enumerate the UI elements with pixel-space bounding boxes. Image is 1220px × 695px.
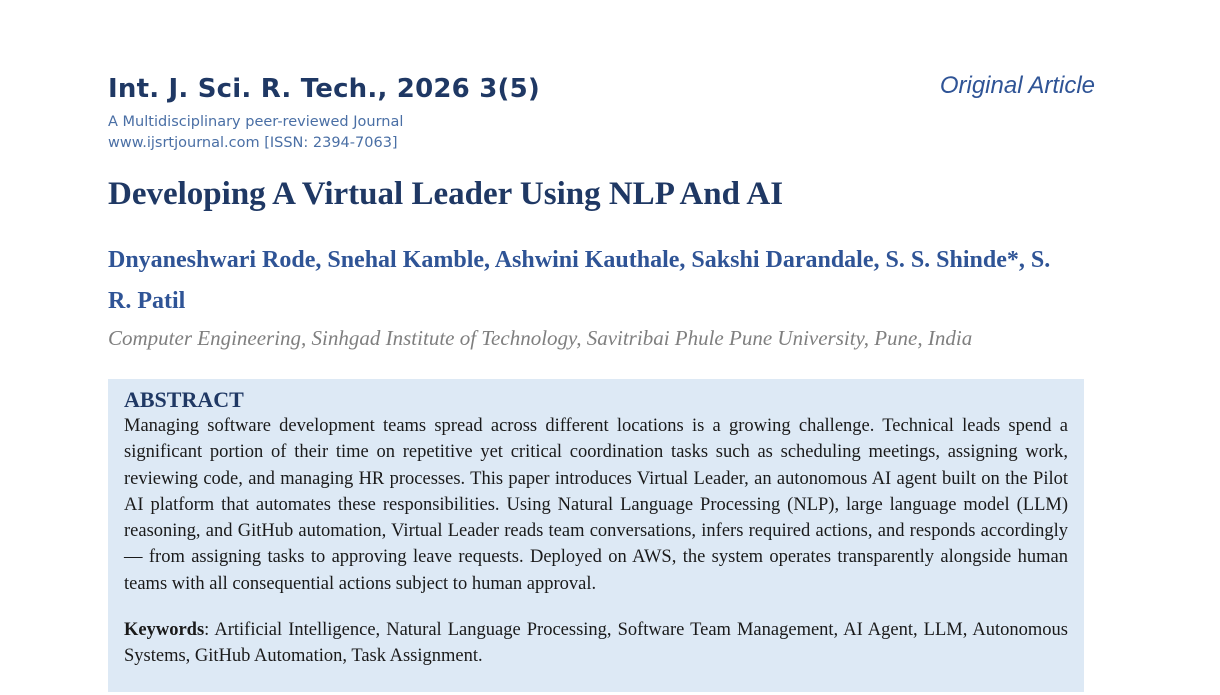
paper-title: Developing A Virtual Leader Using NLP And AI	[108, 176, 784, 212]
article-type-label: Original Article	[939, 72, 1095, 99]
journal-website: www.ijsrtjournal.com [ISSN: 2394-7063]	[108, 135, 398, 151]
keywords-text: : Artificial Intelligence, Natural Language Processing, Software Team Management, AI Agent, LLM, Autonomous Systems, GitHub Automation, Task Assignment.	[124, 620, 1068, 667]
abstract-box	[108, 379, 1084, 692]
keywords-line	[124, 617, 1068, 670]
author-list: Dnyaneshwari Rode, Snehal Kamble, Ashwini Kauthale, Sakshi Darandale, S. S. Shinde*, S. R. Patil	[108, 247, 1051, 314]
journal-title: Int. J. Sci. R. Tech., 2026 3(5)	[108, 74, 540, 104]
abstract-body: Managing software development teams spread across different locations is a growing challenge. Technical leads spend a significant portion of their time on repetitive yet critical coordination tasks such as scheduling meetings, assigning work, reviewing code, and managing HR processes. This paper introduces Virtual Leader, an autonomous AI agent built on the Pilot AI platform that automates these responsibilities. Using Natural Language Processing (NLP), large language model (LLM) reasoning, and GitHub automation, Virtual Leader reads team conversations, infers required actions, and responds accordingly — from assigning tasks to approving leave requests. Deployed on AWS, the system operates transparently alongside human teams with all consequential actions subject to human approval.	[124, 416, 1068, 594]
author-affiliation: Computer Engineering, Sinhgad Institute of Technology, Savitribai Phule Pune University, Pune, India	[108, 326, 973, 350]
journal-subtitle: A Multidisciplinary peer-reviewed Journal	[108, 114, 404, 130]
keywords-label: Keywords	[124, 620, 205, 641]
abstract-heading: ABSTRACT	[124, 387, 244, 412]
